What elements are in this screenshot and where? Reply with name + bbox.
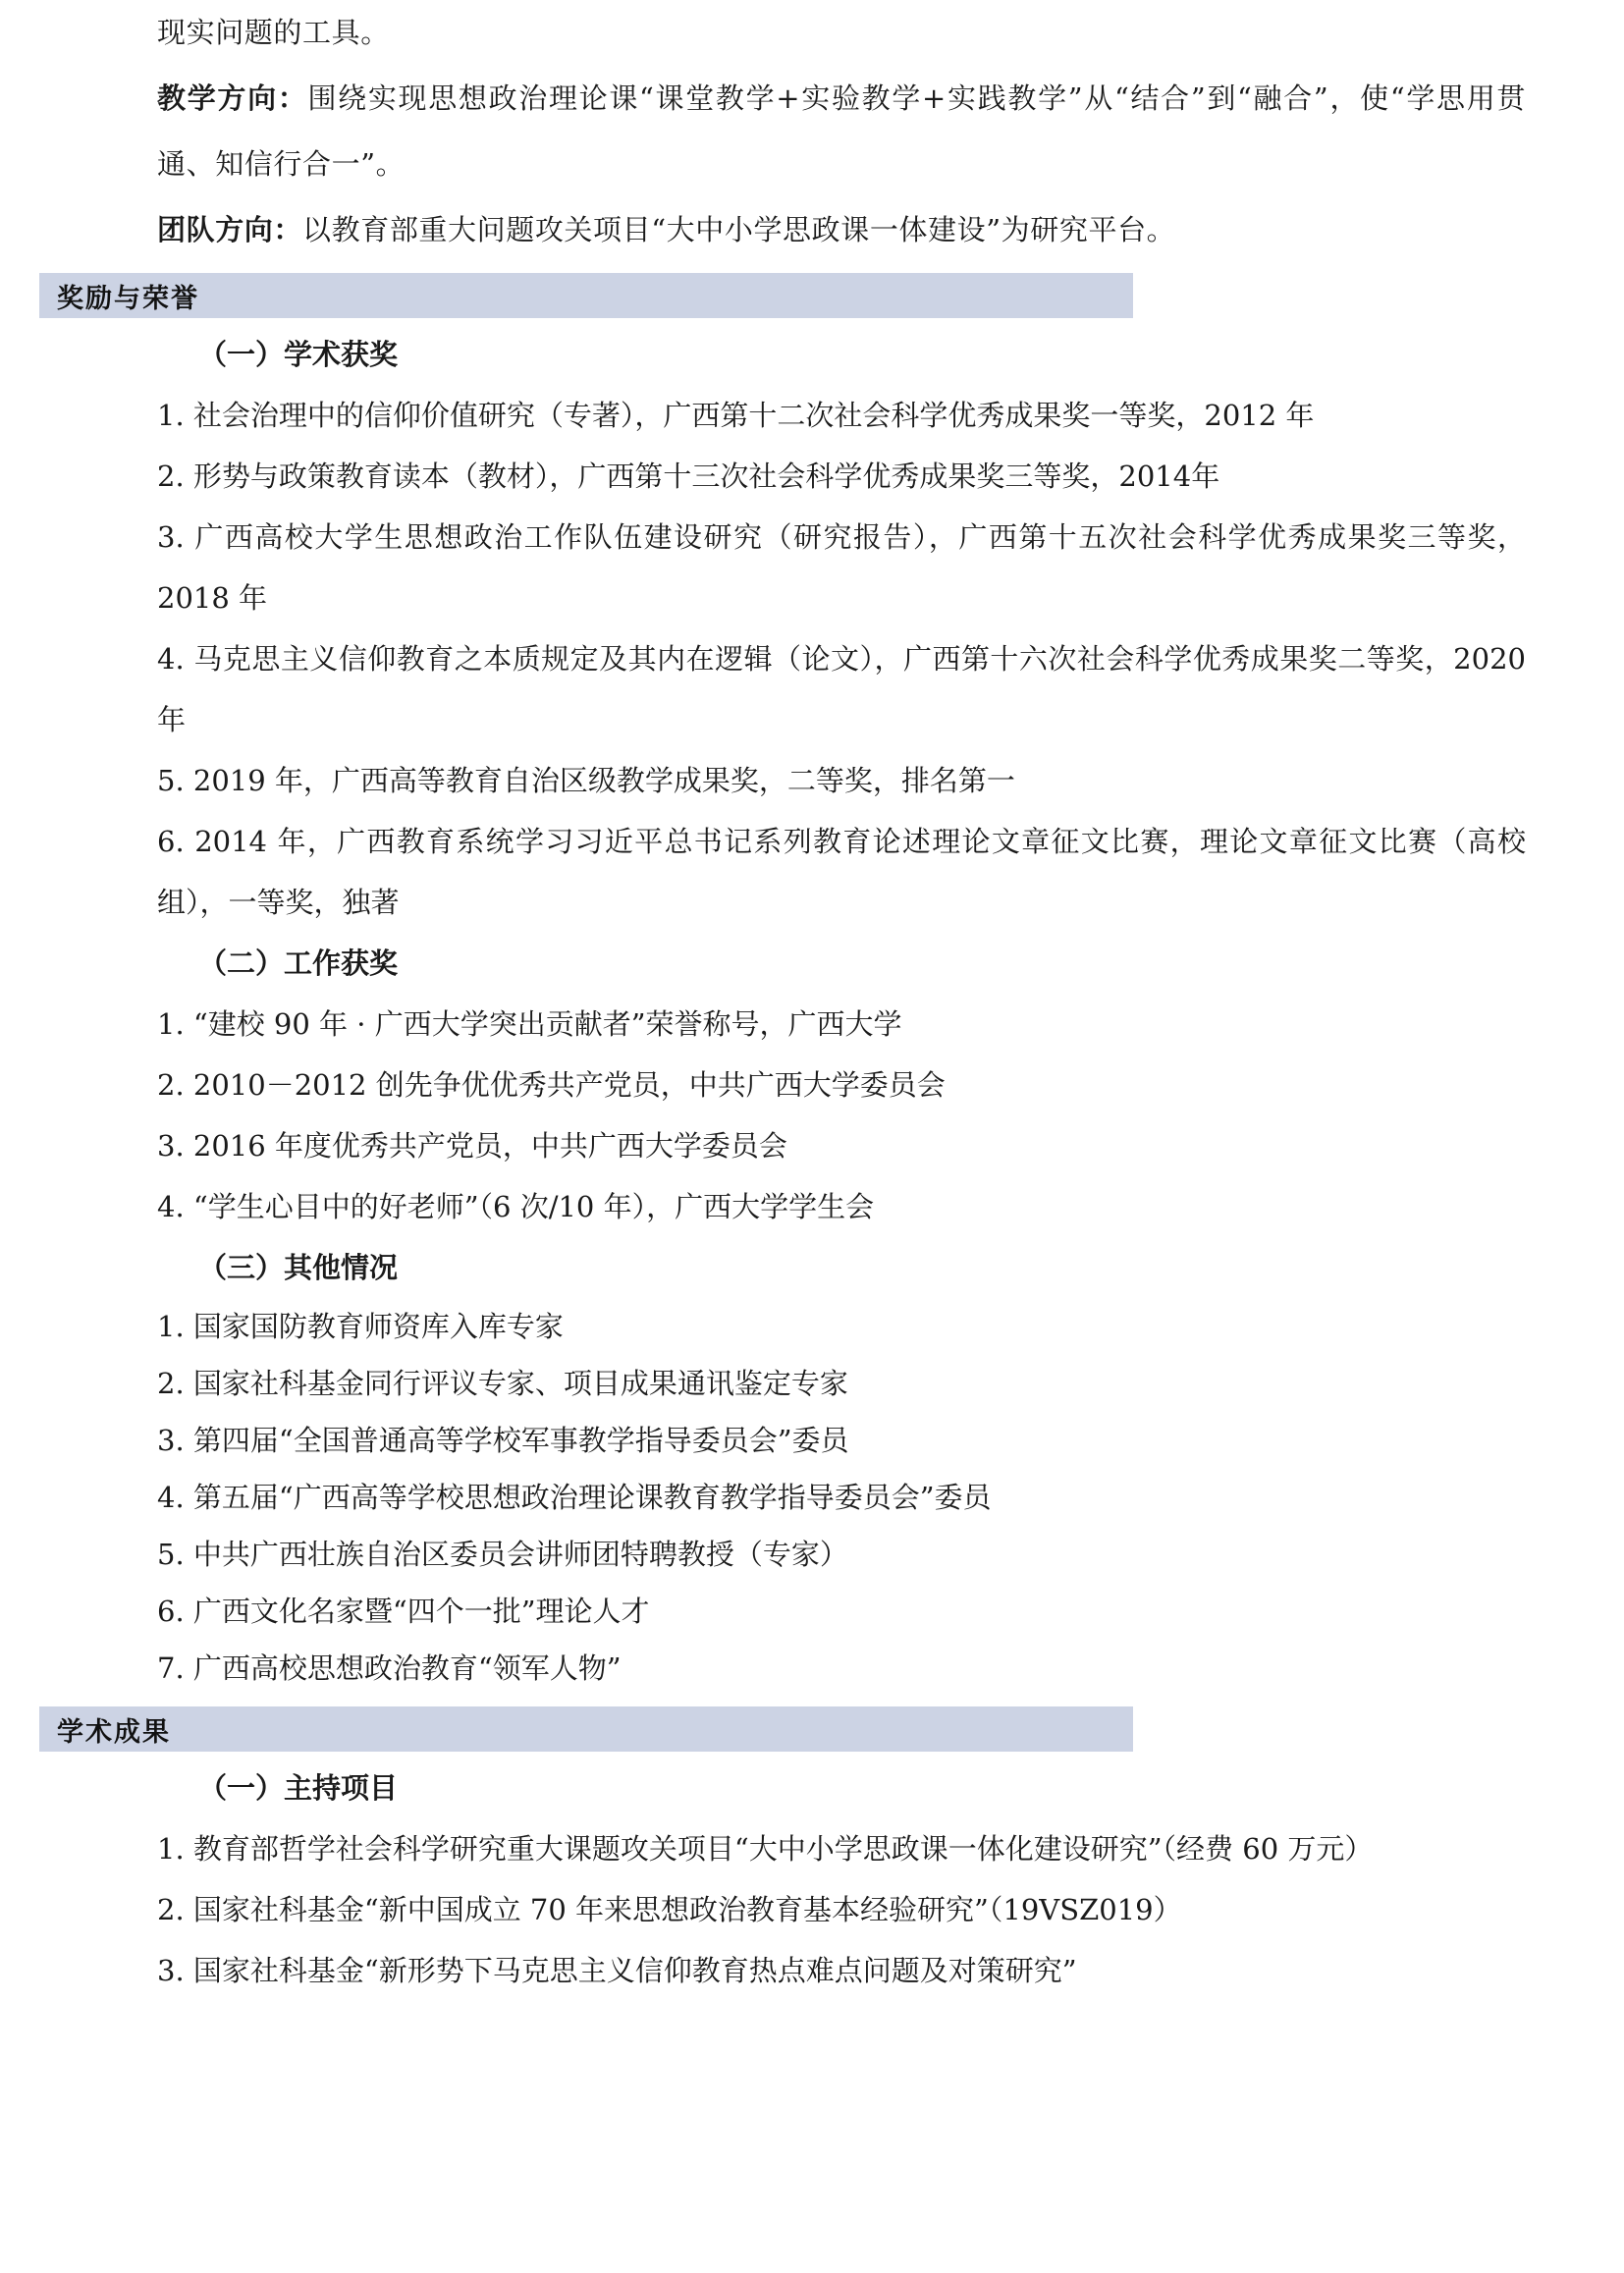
section-header-awards — [39, 273, 1133, 318]
list-item: 1. 社会治理中的信仰价值研究（专著），广西第十二次社会科学优秀成果奖一等奖，2012 年 — [157, 399, 1315, 432]
list-item: 3. 广西高校大学生思想政治工作队伍建设研究（研究报告），广西第十五次社会科学优秀成果奖三等奖，2018 年 — [157, 520, 1526, 615]
subsection-title-work-awards: （二）工作获奖 — [198, 947, 399, 980]
paragraph-team-direction — [157, 197, 1526, 263]
paragraph-teaching-direction — [157, 66, 1526, 197]
list-item: 4. 马克思主义信仰教育之本质规定及其内在逻辑（论文），广西第十六次社会科学优秀成果奖二等奖，2020 年 — [157, 642, 1536, 736]
list-item: 4. “学生心目中的好老师”（6 次/10 年），广西大学学生会 — [157, 1190, 875, 1223]
list-item: 3. 国家社科基金“新形势下马克思主义信仰教育热点难点问题及对策研究” — [157, 1954, 1077, 1987]
paragraph-text: 现实问题的工具。 — [157, 16, 390, 49]
list-item: 1. 教育部哲学社会科学研究重大课题攻关项目“大中小学思政课一体化建设研究”（经费 60 万元） — [157, 1832, 1374, 1866]
list-item: 5. 中共广西壮族自治区委员会讲师团特聘教授（专家） — [157, 1538, 848, 1571]
paragraph-text: 以教育部重大问题攻关项目“大中小学思政课一体建设”为研究平台。 — [302, 213, 1176, 246]
list-item: 1. 国家国防教育师资库入库专家 — [157, 1310, 564, 1343]
subsection-title-hosted-projects: （一）主持项目 — [198, 1771, 399, 1805]
paragraph-tool — [157, 0, 1526, 66]
list-item: 2. 国家社科基金“新中国成立 70 年来思想政治教育基本经验研究”（19VSZ019） — [157, 1893, 1182, 1926]
list-item: 2. 国家社科基金同行评议专家、项目成果通讯鉴定专家 — [157, 1367, 848, 1400]
list-item: 1. “建校 90 年 · 广西大学突出贡献者”荣誉称号，广西大学 — [157, 1007, 902, 1041]
section-header-academic-achievements — [39, 1706, 1133, 1752]
list-item: 6. 2014 年，广西教育系统学习习近平总书记系列教育论述理论文章征文比赛，理论文章征文比赛（高校组），一等奖，独著 — [157, 825, 1526, 919]
section-title: 奖励与荣誉 — [57, 283, 199, 314]
list-item: 6. 广西文化名家暨“四个一批”理论人才 — [157, 1595, 650, 1628]
subsection-title-other-situations: （三）其他情况 — [198, 1251, 399, 1284]
list-item: 3. 第四届“全国普通高等学校军事教学指导委员会”委员 — [157, 1424, 849, 1457]
list-item: 4. 第五届“广西高等学校思想政治理论课教育教学指导委员会”委员 — [157, 1481, 992, 1514]
list-item: 2. 2010－2012 创先争优优秀共产党员，中共广西大学委员会 — [157, 1068, 946, 1102]
list-item: 5. 2019 年，广西高等教育自治区级教学成果奖，二等奖，排名第一 — [157, 764, 1015, 797]
list-item: 7. 广西高校思想政治教育“领军人物” — [157, 1651, 622, 1685]
paragraph-text: 围绕实现思想政治理论课“课堂教学+实验教学+实践教学”从“结合”到“融合”，使“学思用贯通、知信行合一”。 — [157, 81, 1526, 181]
list-item: 3. 2016 年度优秀共产党员，中共广西大学委员会 — [157, 1129, 787, 1163]
list-item: 2. 形势与政策教育读本（教材），广西第十三次社会科学优秀成果奖三等奖，2014年 — [157, 460, 1220, 493]
paragraph-lead: 团队方向： — [157, 213, 303, 246]
paragraph-lead: 教学方向： — [157, 81, 308, 115]
subsection-title-academic-awards: （一）学术获奖 — [198, 338, 399, 371]
section-title: 学术成果 — [57, 1716, 171, 1748]
